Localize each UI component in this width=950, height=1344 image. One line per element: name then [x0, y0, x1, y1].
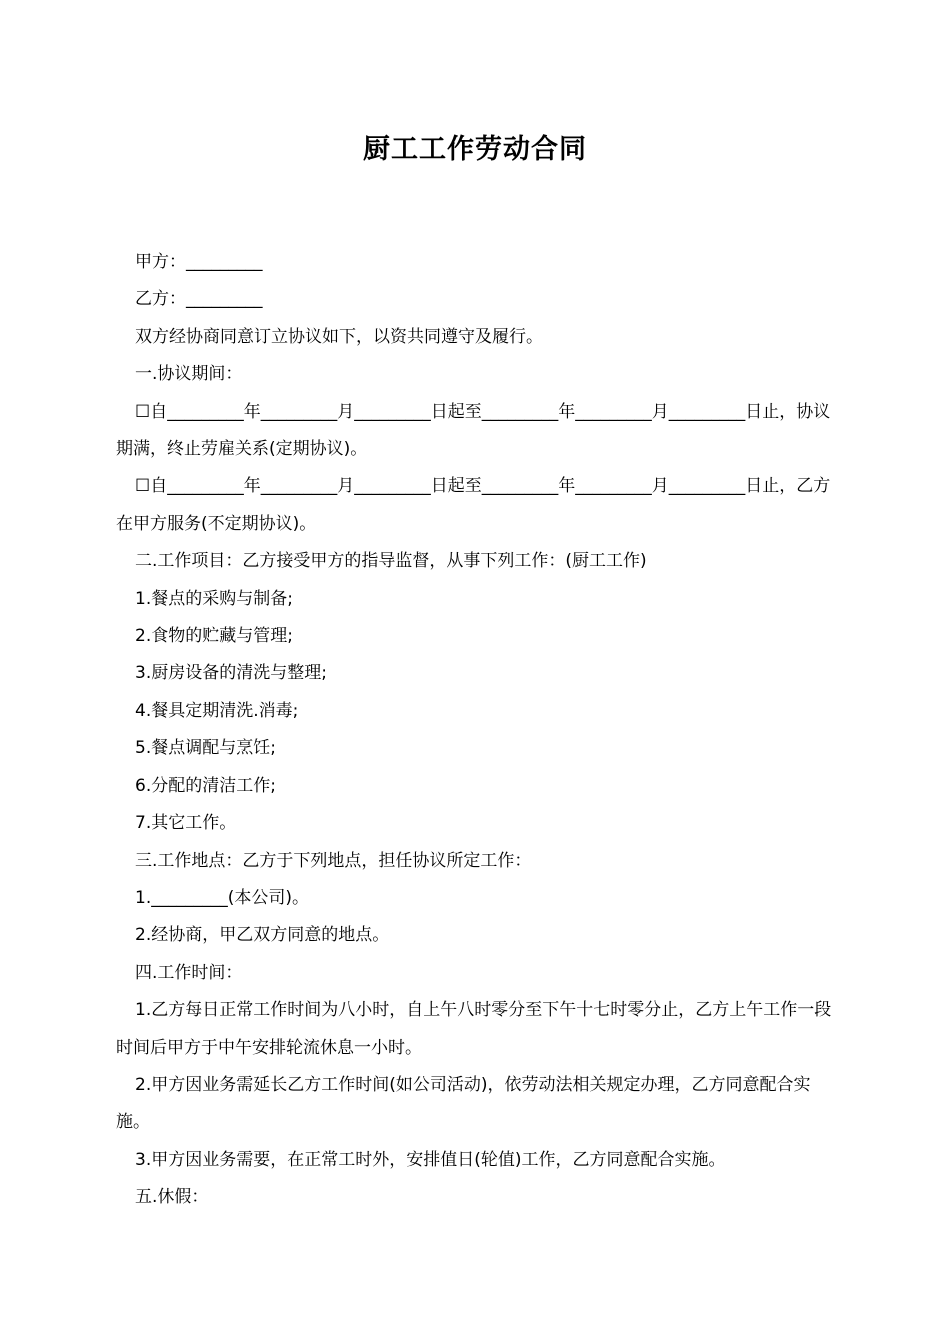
- section-1-heading: 一.协议期间：: [135, 364, 243, 385]
- hours-item-3: 3.甲方因业务需要，在正常工时外，安排值日(轮值)工作，乙方同意配合实施。: [135, 1149, 726, 1170]
- work-item-1: 1.餐点的采购与制备;: [135, 588, 293, 609]
- work-item-4: 4.餐具定期清洗.消毒;: [135, 700, 299, 721]
- location-item-2: 2.经协商，甲乙双方同意的地点。: [135, 925, 390, 946]
- work-item-6: 6.分配的清洁工作;: [135, 775, 276, 796]
- section-2-heading: 二.工作项目：乙方接受甲方的指导监督，从事下列工作：(厨工工作): [135, 551, 647, 572]
- section-5-heading: 五.休假：: [135, 1187, 209, 1208]
- work-item-5: 5.餐点调配与烹饪;: [135, 738, 276, 759]
- section-4-heading: 四.工作时间：: [135, 962, 243, 983]
- location-item-1: 1._________(本公司)。: [135, 887, 309, 908]
- party-a-line: 甲方：_________: [135, 252, 263, 272]
- hours-item-2: 2.甲方因业务需延长乙方工作时间(如公司活动)，依劳动法相关规定办理，乙方同意配合实施。: [116, 1074, 811, 1133]
- work-item-7: 7.其它工作。: [135, 813, 237, 834]
- party-b-line: 乙方：_________: [135, 289, 263, 310]
- section-3-heading: 三.工作地点：乙方于下列地点，担任协议所定工作：: [135, 850, 532, 871]
- document-title: 厨工工作劳动合同: [363, 134, 587, 165]
- work-item-3: 3.厨房设备的清洗与整理;: [135, 663, 327, 684]
- hours-item-1: 1.乙方每日正常工作时间为八小时，自上午八时零分至下午十七时零分止，乙方上午工作一段时间后甲方于中午安排轮流休息一小时。: [116, 1000, 832, 1058]
- term-option-open: ☐自_________年_________月_________日起至_________年_________月_________日止，乙方在甲方服务(不定期协议)。: [116, 476, 831, 534]
- term-option-fixed: ☐自_________年_________月_________日起至_________年_________月_________日止，协议期满，终止劳雇关系(定期协议)。: [116, 401, 831, 460]
- agreement-intro: 双方经协商同意订立协议如下，以资共同遵守及履行。: [135, 326, 543, 347]
- work-item-2: 2.食物的贮藏与管理;: [135, 626, 293, 647]
- document-body: [116, 244, 836, 1217]
